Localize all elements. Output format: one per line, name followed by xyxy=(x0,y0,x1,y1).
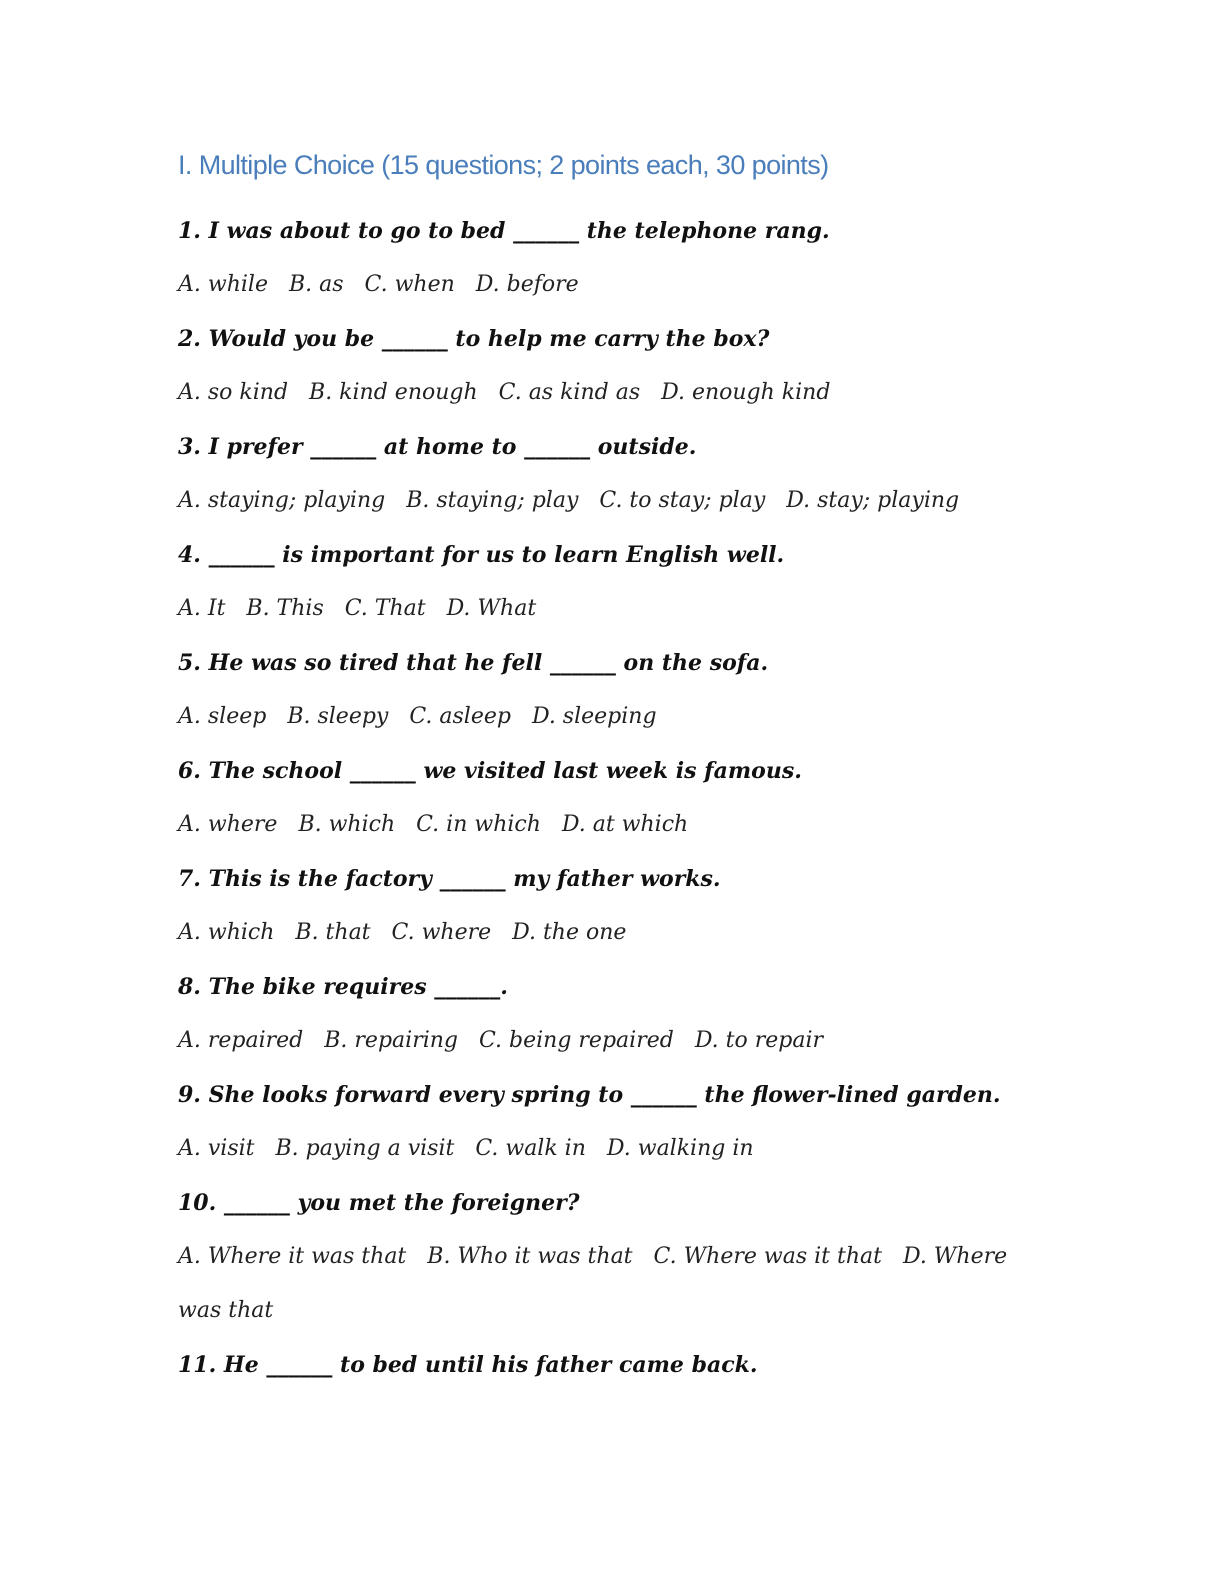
answer-options xyxy=(178,1122,1038,1176)
answer-option: C. when xyxy=(364,272,455,297)
question-item xyxy=(178,744,1038,852)
answer-option: C. in which xyxy=(416,812,541,837)
answer-option: A. sleep xyxy=(178,704,267,729)
answer-option: C. being repaired xyxy=(479,1028,674,1053)
answer-options xyxy=(178,582,1038,636)
answer-option: B. This xyxy=(246,596,324,621)
answer-option: C. walk in xyxy=(475,1136,586,1161)
answer-options xyxy=(178,366,1038,420)
question-item xyxy=(178,960,1038,1068)
answer-option: B. which xyxy=(298,812,396,837)
answer-option: D. enough kind xyxy=(661,380,831,405)
question-stem: 1. I was about to go to bed ______ the telephone rang. xyxy=(178,218,830,244)
question-item xyxy=(178,636,1038,744)
section-heading: I. Multiple Choice (15 questions; 2 points each, 30 points) xyxy=(178,150,829,180)
question-item xyxy=(178,312,1038,420)
answer-option: B. sleepy xyxy=(287,704,389,729)
answer-option: A. visit xyxy=(178,1136,255,1161)
question-list xyxy=(178,204,1038,1392)
question-item xyxy=(178,420,1038,528)
answer-option: C. as kind as xyxy=(498,380,641,405)
answer-option: C. where xyxy=(391,920,492,945)
answer-options xyxy=(178,690,1038,744)
question-item xyxy=(178,852,1038,960)
answer-option: B. staying; play xyxy=(406,488,579,513)
answer-option: A. It xyxy=(178,596,226,621)
answer-option: D. to repair xyxy=(694,1028,824,1053)
answer-option: D. before xyxy=(475,272,579,297)
answer-options xyxy=(178,474,1038,528)
question-item xyxy=(178,204,1038,312)
question-stem: 9. She looks forward every spring to ______ the flower-lined garden. xyxy=(178,1082,1001,1108)
answer-option: D. sleeping xyxy=(531,704,657,729)
answer-options xyxy=(178,1014,1038,1068)
question-stem: 4. ______ is important for us to learn English well. xyxy=(178,542,785,568)
question-item xyxy=(178,1176,1038,1338)
answer-option: D. stay; playing xyxy=(786,488,960,513)
answer-option: C. Where was it that xyxy=(653,1244,882,1269)
answer-option: A. so kind xyxy=(178,380,289,405)
answer-option: A. while xyxy=(178,272,268,297)
answer-option: D. walking in xyxy=(606,1136,754,1161)
answer-option: A. staying; playing xyxy=(178,488,386,513)
question-stem: 8. The bike requires ______. xyxy=(178,974,508,1000)
answer-option: A. where xyxy=(178,812,278,837)
question-item xyxy=(178,1068,1038,1176)
answer-option: C. That xyxy=(344,596,426,621)
answer-option: B. kind enough xyxy=(309,380,478,405)
question-stem: 3. I prefer ______ at home to ______ outside. xyxy=(178,434,697,460)
answer-options xyxy=(178,906,1038,960)
answer-option: A. Where it was that xyxy=(178,1244,407,1269)
question-stem: 6. The school ______ we visited last week is famous. xyxy=(178,758,802,784)
answer-option: D. What xyxy=(446,596,537,621)
question-item xyxy=(178,1338,1038,1392)
question-stem: 7. This is the factory ______ my father works. xyxy=(178,866,721,892)
question-stem: 10. ______ you met the foreigner? xyxy=(178,1190,580,1216)
answer-option: D. Where was that xyxy=(178,1244,1008,1323)
answer-options xyxy=(178,798,1038,852)
answer-options xyxy=(178,258,1038,312)
question-stem: 11. He ______ to bed until his father came back. xyxy=(178,1352,758,1378)
answer-option: B. paying a visit xyxy=(275,1136,455,1161)
answer-option: D. at which xyxy=(561,812,689,837)
answer-option: A. repaired xyxy=(178,1028,304,1053)
answer-option: B. repairing xyxy=(324,1028,458,1053)
answer-option: B. Who it was that xyxy=(427,1244,633,1269)
answer-option: C. to stay; play xyxy=(599,488,766,513)
answer-option: B. that xyxy=(295,920,371,945)
answer-option: B. as xyxy=(288,272,344,297)
question-item xyxy=(178,528,1038,636)
answer-option: C. asleep xyxy=(409,704,511,729)
answer-options xyxy=(178,1230,1038,1338)
question-stem: 2. Would you be ______ to help me carry the box? xyxy=(178,326,770,352)
question-stem: 5. He was so tired that he fell ______ on the sofa. xyxy=(178,650,769,676)
answer-option: D. the one xyxy=(512,920,627,945)
answer-option: A. which xyxy=(178,920,275,945)
